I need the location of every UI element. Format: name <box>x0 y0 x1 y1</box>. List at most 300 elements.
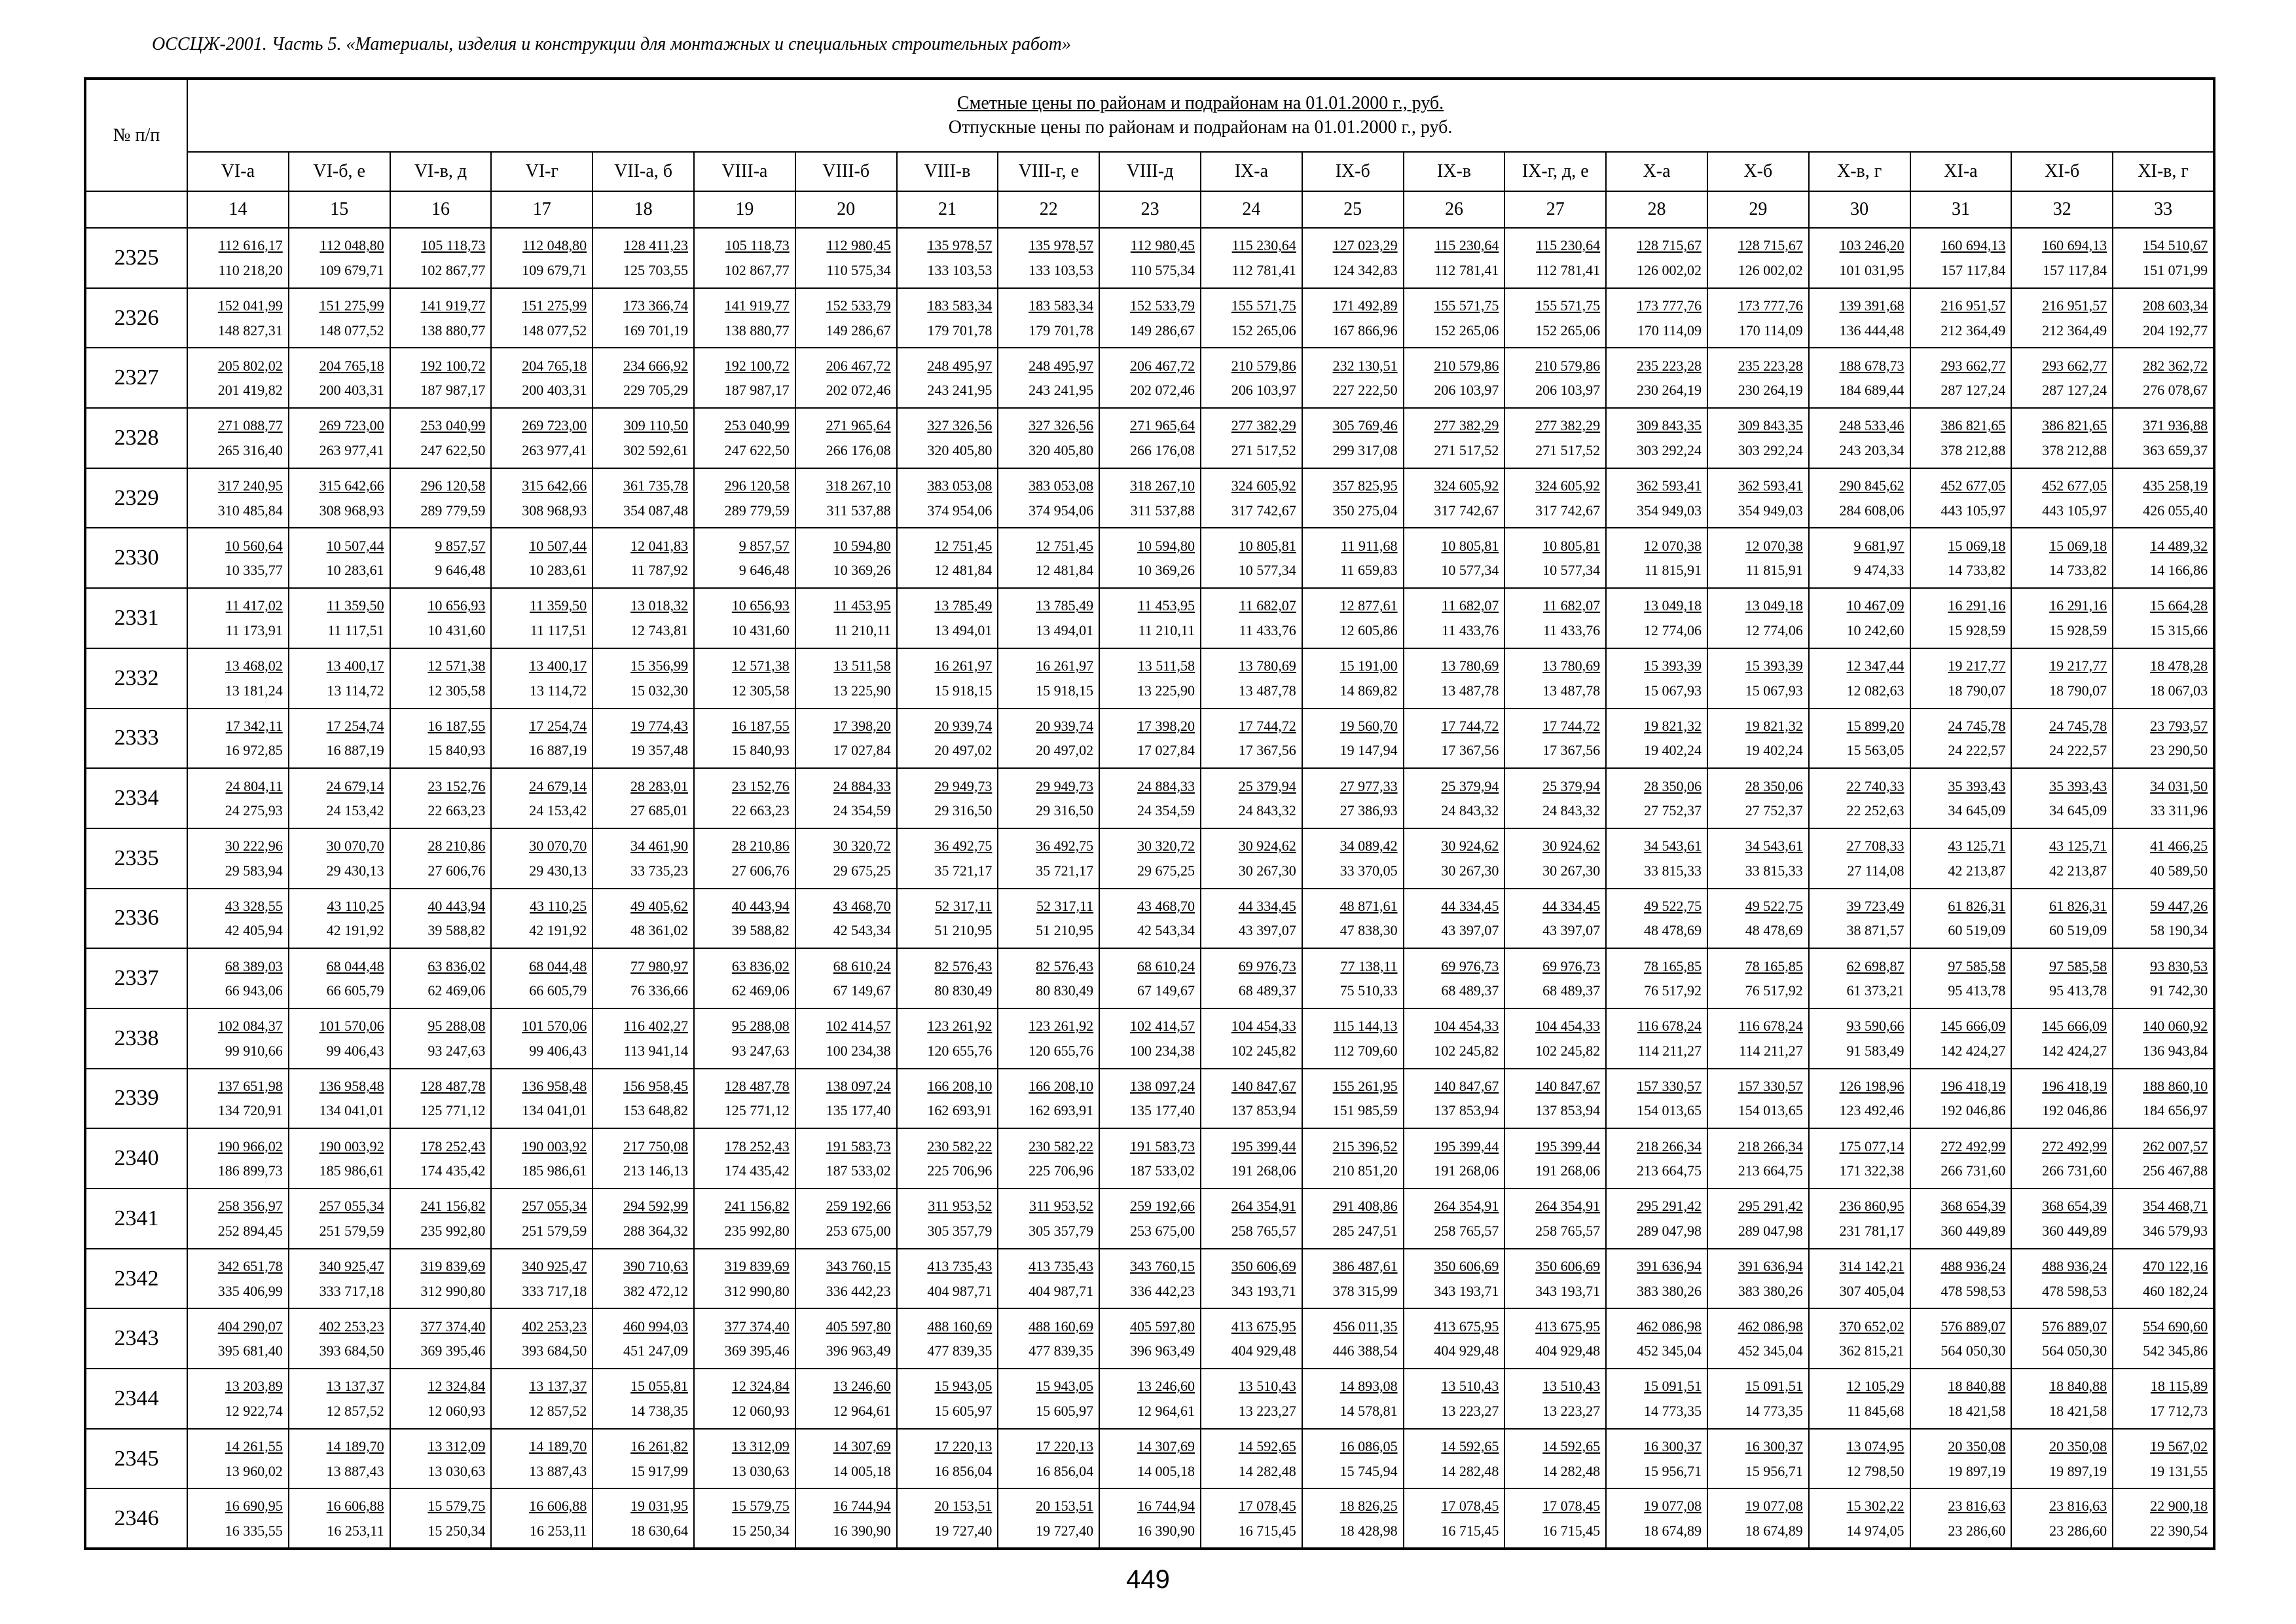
release-price: 24 843,32 <box>1238 802 1296 819</box>
estimated-price: 12 571,38 <box>731 657 790 674</box>
release-price: 43 397,07 <box>1238 922 1296 939</box>
price-cell <box>1201 1069 1302 1129</box>
price-cell <box>1404 768 1505 828</box>
price-cell <box>1707 1369 1809 1429</box>
release-price: 452 345,04 <box>1636 1342 1702 1359</box>
estimated-price: 138 097,24 <box>826 1077 891 1094</box>
estimated-price: 69 976,73 <box>1238 957 1296 974</box>
price-cell <box>1099 1008 1201 1069</box>
release-price: 243 241,95 <box>927 382 993 399</box>
estimated-price: 44 334,45 <box>1441 897 1499 914</box>
price-cell <box>1504 348 1606 408</box>
release-price: 16 972,85 <box>225 742 283 759</box>
price-cell <box>998 1429 1099 1489</box>
release-price: 287 127,24 <box>2042 382 2107 399</box>
estimated-price: 413 675,95 <box>1231 1318 1296 1335</box>
price-cell <box>2113 648 2214 709</box>
estimated-price: 16 606,88 <box>529 1498 587 1515</box>
estimated-price: 218 266,34 <box>1738 1137 1803 1154</box>
estimated-price: 324 605,92 <box>1231 477 1296 494</box>
release-price: 39 588,82 <box>428 922 486 939</box>
estimated-price: 11 453,95 <box>1137 597 1195 614</box>
estimated-price: 123 261,92 <box>1029 1018 1094 1035</box>
release-price: 13 030,63 <box>731 1462 790 1479</box>
price-cell <box>694 1429 795 1489</box>
estimated-price: 155 571,75 <box>1231 297 1296 314</box>
price-cell <box>795 468 897 528</box>
estimated-price: 11 417,02 <box>225 597 283 614</box>
release-price: 162 693,91 <box>1029 1102 1094 1119</box>
estimated-price: 43 110,25 <box>327 897 384 914</box>
price-cell <box>2113 288 2214 348</box>
release-price: 303 292,24 <box>1738 441 1803 458</box>
estimated-price: 253 040,99 <box>724 417 790 434</box>
release-price: 43 397,07 <box>1542 922 1601 939</box>
release-price: 24 153,42 <box>529 802 587 819</box>
estimated-price: 13 468,02 <box>225 657 283 674</box>
price-cell <box>1910 588 2012 648</box>
estimated-price: 43 328,55 <box>225 897 283 914</box>
price-cell <box>694 408 795 468</box>
price-cell <box>187 948 289 1008</box>
estimated-price: 19 217,77 <box>2049 657 2107 674</box>
estimated-price: 160 694,13 <box>2042 237 2107 254</box>
price-cell <box>1099 1429 1201 1489</box>
table-row <box>85 288 2214 348</box>
release-price: 14 738,35 <box>630 1402 688 1419</box>
estimated-price: 205 802,02 <box>217 357 283 374</box>
region-header: VI-б, е <box>289 152 390 191</box>
release-price: 20 497,02 <box>1036 742 1094 759</box>
row-number: 2339 <box>85 1069 187 1129</box>
price-cell <box>592 648 694 709</box>
estimated-price: 435 258,19 <box>2143 477 2208 494</box>
estimated-price: 488 160,69 <box>1029 1318 1094 1335</box>
estimated-price: 17 744,72 <box>1441 717 1499 734</box>
release-price: 16 390,90 <box>1137 1522 1195 1539</box>
release-price: 312 990,80 <box>420 1282 486 1299</box>
price-cell <box>1099 1308 1201 1369</box>
estimated-price: 241 156,82 <box>724 1198 790 1215</box>
price-cell <box>2113 228 2214 288</box>
price-cell <box>1809 828 1910 889</box>
release-price: 15 840,93 <box>428 742 486 759</box>
price-cell <box>1707 1488 1809 1549</box>
estimated-price: 456 011,35 <box>1333 1318 1398 1335</box>
release-price: 13 225,90 <box>833 682 891 699</box>
estimated-price: 17 744,72 <box>1542 717 1601 734</box>
price-cell <box>592 709 694 769</box>
price-cell <box>1099 348 1201 408</box>
price-cell <box>289 1369 390 1429</box>
release-price: 137 853,94 <box>1231 1102 1296 1119</box>
estimated-price: 9 681,97 <box>1853 537 1904 554</box>
price-cell <box>491 1369 592 1429</box>
release-price: 29 430,13 <box>326 862 384 879</box>
estimated-price: 16 261,97 <box>1036 657 1094 674</box>
estimated-price: 166 208,10 <box>927 1077 993 1094</box>
column-number: 18 <box>592 191 694 228</box>
price-cell <box>289 348 390 408</box>
price-cell <box>592 408 694 468</box>
price-cell <box>1910 828 2012 889</box>
release-price: 68 489,37 <box>1441 982 1499 999</box>
price-cell <box>2113 1069 2214 1129</box>
release-price: 169 701,19 <box>623 322 688 339</box>
estimated-price: 272 492,99 <box>2042 1137 2107 1154</box>
release-price: 15 067,93 <box>1745 682 1803 699</box>
estimated-price: 16 291,16 <box>2049 597 2107 614</box>
price-cell <box>2113 1128 2214 1189</box>
release-price: 42 543,34 <box>1137 922 1195 939</box>
estimated-price: 11 359,50 <box>327 597 384 614</box>
region-header: VIII-б <box>795 152 897 191</box>
estimated-price: 391 636,94 <box>1636 1258 1702 1275</box>
estimated-price: 383 053,08 <box>1029 477 1094 494</box>
release-price: 12 774,06 <box>1745 621 1803 638</box>
release-price: 343 193,71 <box>1535 1282 1601 1299</box>
price-cell <box>1910 1069 2012 1129</box>
estimated-price: 17 342,11 <box>225 717 283 734</box>
price-cell <box>491 1128 592 1189</box>
price-cell <box>1910 889 2012 949</box>
estimated-price: 405 597,80 <box>826 1318 891 1335</box>
estimated-price: 173 777,76 <box>1636 297 1702 314</box>
release-price: 289 047,98 <box>1738 1222 1803 1239</box>
release-price: 137 853,94 <box>1535 1102 1601 1119</box>
estimated-price: 126 198,96 <box>1839 1077 1904 1094</box>
estimated-price: 78 165,85 <box>1643 957 1702 974</box>
release-price: 19 402,24 <box>1745 742 1803 759</box>
estimated-price: 44 334,45 <box>1542 897 1601 914</box>
price-cell <box>1606 1069 1707 1129</box>
price-cell <box>897 348 998 408</box>
release-price: 17 367,56 <box>1441 742 1499 759</box>
price-cell <box>592 1429 694 1489</box>
region-header: VI-в, д <box>390 152 492 191</box>
price-cell <box>187 768 289 828</box>
price-cell <box>289 1069 390 1129</box>
price-cell <box>1910 528 2012 588</box>
estimated-price: 155 261,95 <box>1332 1077 1398 1094</box>
price-cell <box>1504 828 1606 889</box>
estimated-price: 195 399,44 <box>1434 1137 1499 1154</box>
release-price: 252 894,45 <box>217 1222 283 1239</box>
estimated-price: 128 411,23 <box>623 237 688 254</box>
price-cell <box>592 228 694 288</box>
estimated-price: 82 576,43 <box>1036 957 1094 974</box>
price-cell <box>1606 1308 1707 1369</box>
estimated-price: 17 078,45 <box>1441 1498 1499 1515</box>
table-row <box>85 648 2214 709</box>
column-number: 24 <box>1201 191 1302 228</box>
release-price: 18 674,89 <box>1643 1522 1702 1539</box>
release-price: 51 210,95 <box>934 922 993 939</box>
release-price: 404 929,48 <box>1231 1342 1296 1359</box>
price-cell <box>998 1369 1099 1429</box>
estimated-price: 69 976,73 <box>1542 957 1601 974</box>
release-price: 27 606,76 <box>731 862 790 879</box>
estimated-price: 11 682,07 <box>1442 597 1499 614</box>
price-cell <box>1910 948 2012 1008</box>
price-cell <box>1302 528 1404 588</box>
price-cell <box>897 528 998 588</box>
region-header: X-а <box>1606 152 1707 191</box>
estimated-price: 138 097,24 <box>1129 1077 1195 1094</box>
release-price: 451 247,09 <box>623 1342 688 1359</box>
estimated-price: 402 253,23 <box>319 1318 384 1335</box>
price-cell <box>491 348 592 408</box>
estimated-price: 291 408,86 <box>1332 1198 1398 1215</box>
release-price: 42 405,94 <box>225 922 283 939</box>
row-number: 2346 <box>85 1488 187 1549</box>
price-cell <box>1910 1008 2012 1069</box>
price-cell <box>1201 1249 1302 1309</box>
price-cell <box>1504 948 1606 1008</box>
price-cell <box>187 1249 289 1309</box>
estimated-price: 235 223,28 <box>1738 357 1803 374</box>
release-price: 320 405,80 <box>927 441 993 458</box>
release-price: 289 779,59 <box>420 502 486 519</box>
estimated-price: 460 994,03 <box>623 1318 688 1335</box>
price-cell <box>998 1189 1099 1249</box>
release-price: 126 002,02 <box>1636 261 1702 278</box>
price-cell <box>1606 1488 1707 1549</box>
title-line-estimated: Сметные цены по районам и подрайонам на 01.01.2000 г., руб. <box>957 93 1444 114</box>
release-price: 99 406,43 <box>529 1042 587 1059</box>
estimated-price: 178 252,43 <box>420 1137 486 1154</box>
release-price: 154 013,65 <box>1636 1102 1702 1119</box>
release-price: 230 264,19 <box>1738 382 1803 399</box>
release-price: 162 693,91 <box>927 1102 993 1119</box>
estimated-price: 16 606,88 <box>326 1498 384 1515</box>
estimated-price: 152 533,79 <box>1129 297 1195 314</box>
price-cell <box>1809 1008 1910 1069</box>
release-price: 396 963,49 <box>826 1342 891 1359</box>
price-cell <box>2011 1249 2113 1309</box>
row-number: 2335 <box>85 828 187 889</box>
price-cell <box>1099 889 1201 949</box>
estimated-price: 190 966,02 <box>217 1137 283 1154</box>
price-cell <box>2113 889 2214 949</box>
release-price: 14 773,35 <box>1745 1402 1803 1419</box>
release-price: 10 577,34 <box>1238 562 1296 579</box>
estimated-price: 230 582,22 <box>927 1137 993 1154</box>
price-cell <box>1504 1008 1606 1069</box>
row-number: 2328 <box>85 408 187 468</box>
estimated-price: 257 055,34 <box>522 1198 587 1215</box>
estimated-price: 19 774,43 <box>630 717 688 734</box>
price-cell <box>694 1308 795 1369</box>
price-cell <box>390 828 492 889</box>
estimated-price: 13 511,58 <box>1137 657 1195 674</box>
release-price: 10 369,26 <box>833 562 891 579</box>
price-cell <box>1707 348 1809 408</box>
release-price: 374 954,06 <box>1029 502 1094 519</box>
release-price: 251 579,59 <box>319 1222 384 1239</box>
price-cell <box>1707 1189 1809 1249</box>
estimated-price: 10 805,81 <box>1441 537 1499 554</box>
price-cell <box>187 1429 289 1489</box>
price-cell <box>1707 228 1809 288</box>
price-cell <box>390 1369 492 1429</box>
price-cell <box>1099 648 1201 709</box>
release-price: 15 563,05 <box>1846 742 1904 759</box>
estimated-price: 28 210,86 <box>731 838 790 855</box>
release-price: 14 733,82 <box>1948 562 2006 579</box>
release-price: 14 282,48 <box>1238 1462 1296 1479</box>
price-cell <box>592 1369 694 1429</box>
estimated-price: 192 100,72 <box>724 357 790 374</box>
release-price: 247 622,50 <box>420 441 486 458</box>
estimated-price: 10 656,93 <box>428 597 486 614</box>
column-number: 26 <box>1404 191 1505 228</box>
price-cell <box>795 228 897 288</box>
release-price: 11 210,11 <box>834 621 891 638</box>
estimated-price: 271 965,64 <box>826 417 891 434</box>
price-cell <box>1606 948 1707 1008</box>
estimated-price: 183 583,34 <box>927 297 993 314</box>
release-price: 167 866,96 <box>1332 322 1398 339</box>
release-price: 187 987,17 <box>420 382 486 399</box>
column-number: 19 <box>694 191 795 228</box>
estimated-price: 115 230,64 <box>1535 237 1601 254</box>
estimated-price: 315 642,66 <box>319 477 384 494</box>
release-price: 27 685,01 <box>630 802 688 819</box>
estimated-price: 17 254,74 <box>326 717 384 734</box>
release-price: 39 588,82 <box>731 922 790 939</box>
release-price: 42 191,92 <box>529 922 587 939</box>
release-price: 478 598,53 <box>1941 1282 2006 1299</box>
price-cell <box>897 1249 998 1309</box>
price-cell <box>289 228 390 288</box>
price-cell <box>2113 1308 2214 1369</box>
estimated-price: 327 326,56 <box>927 417 993 434</box>
price-cell <box>998 889 1099 949</box>
price-cell <box>1606 288 1707 348</box>
release-price: 14 005,18 <box>833 1462 891 1479</box>
release-price: 142 424,27 <box>1941 1042 2006 1059</box>
price-cell <box>694 1008 795 1069</box>
release-price: 20 497,02 <box>934 742 993 759</box>
release-price: 99 910,66 <box>225 1042 283 1059</box>
price-cell <box>390 948 492 1008</box>
estimated-price: 14 592,65 <box>1238 1438 1296 1455</box>
release-price: 305 357,79 <box>1029 1222 1094 1239</box>
price-cell <box>1707 889 1809 949</box>
release-price: 60 519,09 <box>2049 922 2107 939</box>
price-cell <box>897 1008 998 1069</box>
release-price: 19 402,24 <box>1643 742 1702 759</box>
estimated-price: 258 356,97 <box>217 1198 283 1215</box>
release-price: 136 444,48 <box>1839 322 1904 339</box>
price-cell <box>2011 1488 2113 1549</box>
estimated-price: 12 070,38 <box>1643 537 1702 554</box>
release-price: 186 899,73 <box>217 1162 283 1179</box>
release-price: 11 117,51 <box>530 621 587 638</box>
price-cell <box>897 1488 998 1549</box>
price-cell <box>1099 709 1201 769</box>
price-cell <box>289 648 390 709</box>
price-cell <box>2113 1249 2214 1309</box>
release-price: 284 608,06 <box>1839 502 1904 519</box>
release-price: 40 589,50 <box>2150 862 2208 879</box>
estimated-price: 10 507,44 <box>326 537 384 554</box>
estimated-price: 216 951,57 <box>2042 297 2107 314</box>
estimated-price: 20 350,08 <box>2049 1438 2107 1455</box>
price-cell <box>1404 1249 1505 1309</box>
price-cell <box>998 648 1099 709</box>
price-cell <box>2011 768 2113 828</box>
estimated-price: 112 048,80 <box>522 237 587 254</box>
release-price: 134 041,01 <box>319 1102 384 1119</box>
release-price: 174 435,42 <box>420 1162 486 1179</box>
region-header: XI-в, г <box>2113 152 2214 191</box>
estimated-price: 95 288,08 <box>731 1018 790 1035</box>
price-cell <box>1606 1369 1707 1429</box>
release-price: 289 779,59 <box>724 502 790 519</box>
estimated-price: 17 078,45 <box>1238 1498 1296 1515</box>
release-price: 12 481,84 <box>934 562 993 579</box>
price-cell <box>1606 1189 1707 1249</box>
release-price: 10 431,60 <box>428 621 486 638</box>
price-cell <box>390 408 492 468</box>
release-price: 124 342,83 <box>1332 261 1398 278</box>
price-cell <box>795 1008 897 1069</box>
price-cell <box>1606 588 1707 648</box>
table-row <box>85 1069 2214 1129</box>
price-cell <box>1302 1069 1404 1129</box>
estimated-price: 14 592,65 <box>1441 1438 1499 1455</box>
price-cell <box>795 1488 897 1549</box>
release-price: 68 489,37 <box>1238 982 1296 999</box>
release-price: 13 223,27 <box>1542 1402 1601 1419</box>
estimated-price: 30 070,70 <box>326 838 384 855</box>
release-price: 225 706,96 <box>1029 1162 1094 1179</box>
estimated-price: 24 679,14 <box>529 777 587 794</box>
price-cell <box>1809 1069 1910 1129</box>
release-price: 174 435,42 <box>724 1162 790 1179</box>
estimated-price: 294 592,99 <box>623 1198 688 1215</box>
estimated-price: 14 592,65 <box>1542 1438 1601 1455</box>
price-cell <box>1201 1189 1302 1249</box>
release-price: 202 072,46 <box>826 382 891 399</box>
price-cell <box>187 408 289 468</box>
release-price: 125 771,12 <box>420 1102 486 1119</box>
price-cell <box>1910 468 2012 528</box>
column-number: 20 <box>795 191 897 228</box>
price-cell <box>491 709 592 769</box>
release-price: 151 985,59 <box>1332 1102 1398 1119</box>
price-cell <box>1809 1308 1910 1369</box>
price-cell <box>491 1429 592 1489</box>
price-cell <box>1201 1008 1302 1069</box>
release-price: 378 212,88 <box>2042 441 2107 458</box>
estimated-price: 14 261,55 <box>225 1438 283 1455</box>
price-cell <box>795 1069 897 1129</box>
price-cell <box>795 709 897 769</box>
estimated-price: 11 911,68 <box>1341 537 1398 554</box>
row-number: 2337 <box>85 948 187 1008</box>
price-cell <box>1201 348 1302 408</box>
row-number: 2336 <box>85 889 187 949</box>
title-line-release: Отпускные цены по районам и подрайонам на 01.01.2000 г., руб. <box>948 117 1453 138</box>
estimated-price: 19 031,95 <box>630 1498 688 1515</box>
estimated-price: 13 780,69 <box>1238 657 1296 674</box>
estimated-price: 116 678,24 <box>1738 1018 1803 1035</box>
price-cell <box>390 1249 492 1309</box>
price-cell <box>1809 588 1910 648</box>
